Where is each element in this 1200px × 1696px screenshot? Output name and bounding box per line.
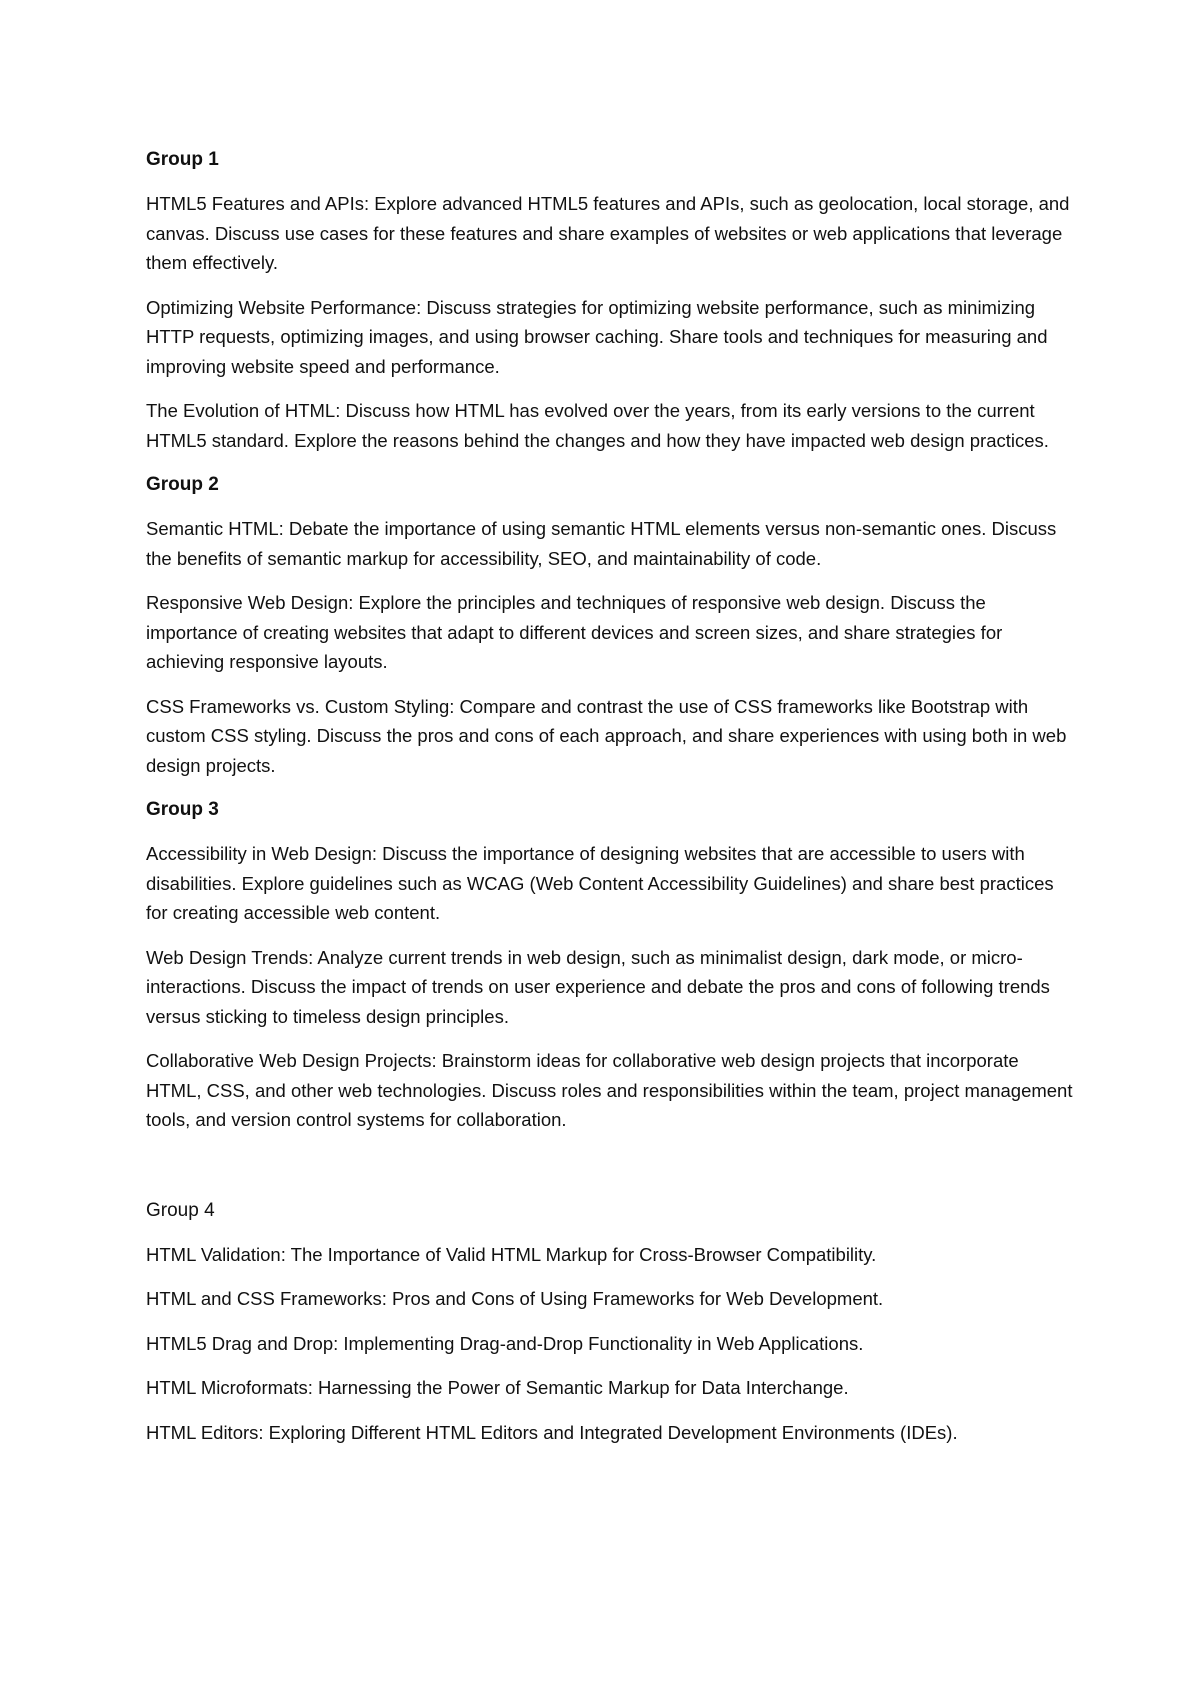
group-3-item-3: Collaborative Web Design Projects: Brainstorm ideas for collaborative web design projects that incorporate HTML, CSS, and other web technologies. Discuss roles and responsibilities within the team, project management tools, and version control systems for collaboration. — [146, 1050, 1073, 1130]
group-2-heading: Group 2 — [146, 474, 219, 495]
group-4-item-4: HTML Microformats: Harnessing the Power of Semantic Markup for Data Interchange. — [146, 1377, 849, 1398]
group-2-item-1: Semantic HTML: Debate the importance of using semantic HTML elements versus non-semantic ones. Discuss the benefits of semantic markup for accessibility, SEO, and maintainability of code. — [146, 518, 1057, 569]
group-3-item-2: Web Design Trends: Analyze current trends in web design, such as minimalist design, dark mode, or micro-interactions. Discuss the impact of trends on user experience and debate the pros and cons of following trends versus sticking to timeless design principles. — [146, 946, 1050, 1027]
group-3-heading: Group 3 — [146, 799, 219, 820]
group-4-heading: Group 4 — [146, 1199, 215, 1221]
group-4-item-1: HTML Validation: The Importance of Valid HTML Markup for Cross-Browser Compatibility. — [146, 1243, 877, 1265]
group-2-item-2: Responsive Web Design: Explore the principles and techniques of responsive web design. Discuss the importance of creating websites that adapt to different devices and screen sizes, and share strategies for achieving responsive layouts. — [146, 592, 1003, 672]
group-3-item-1: Accessibility in Web Design: Discuss the importance of designing websites that are accessible to users with disabilities. Explore guidelines such as WCAG (Web Content Accessibility Guidelines) and share best practices for creating accessible web content. — [146, 843, 1054, 923]
group-1-item-3: The Evolution of HTML: Discuss how HTML has evolved over the years, from its early versions to the current HTML5 standard. Explore the reasons behind the changes and how they have impacted web design practices. — [146, 400, 1049, 451]
group-4-item-3: HTML5 Drag and Drop: Implementing Drag-and-Drop Functionality in Web Applications. — [146, 1332, 864, 1354]
group-4-item-5: HTML Editors: Exploring Different HTML Editors and Integrated Development Environments (IDEs). — [146, 1421, 958, 1443]
group-1-heading: Group 1 — [146, 149, 219, 170]
group-2-item-3: CSS Frameworks vs. Custom Styling: Compare and contrast the use of CSS frameworks like Bootstrap with custom CSS styling. Discuss the pros and cons of each approach, and share experiences with using both in web design projects. — [146, 695, 1067, 776]
document-page — [146, 145, 1076, 1462]
group-1-item-2: Optimizing Website Performance: Discuss strategies for optimizing website performance, such as minimizing HTTP requests, optimizing images, and using browser caching. Share tools and techniques for measuring and improving website speed and performance. — [146, 296, 1048, 377]
section-gap — [146, 1150, 1076, 1196]
group-1-item-1: HTML5 Features and APIs: Explore advanced HTML5 features and APIs, such as geolocation, local storage, and canvas. Discuss use cases for these features and share examples of websites or web applications that leverage them effectively. — [146, 193, 1070, 273]
group-4-item-2: HTML and CSS Frameworks: Pros and Cons of Using Frameworks for Web Development. — [146, 1288, 884, 1309]
